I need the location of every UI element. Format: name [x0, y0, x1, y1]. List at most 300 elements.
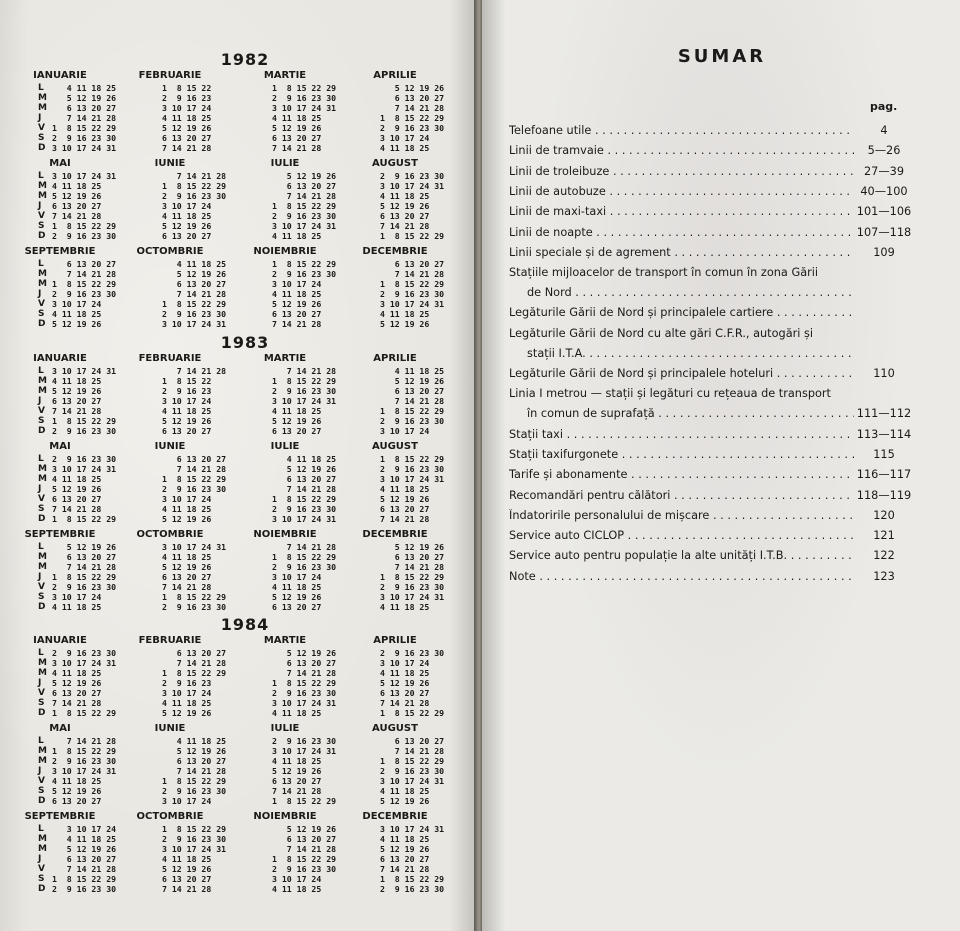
month-name: IUNIE — [154, 158, 186, 169]
month-name: DECEMBRIE — [362, 811, 428, 822]
month-day-grid — [162, 259, 226, 329]
weekday-letters — [38, 366, 50, 436]
week-row: 7 14 21 28 — [162, 658, 227, 668]
weekday-letter: L — [38, 542, 44, 552]
toc-entry-title: Linii de troleibuze . . . — [509, 165, 854, 178]
weekday-letter: D — [38, 426, 46, 436]
weekday-letter: L — [38, 259, 44, 269]
month-name: FEBRUARIE — [138, 353, 202, 364]
week-row: 3 10 17 24 — [380, 658, 430, 668]
toc-entry-continuation-row — [509, 286, 939, 306]
week-row: 1 8 15 22 29 — [52, 123, 117, 133]
week-row: 7 14 21 28 — [380, 562, 445, 572]
week-row: 6 13 20 27 — [272, 602, 322, 612]
week-row: 1 8 15 22 29 — [162, 181, 227, 191]
week-row: 6 13 20 27 — [162, 874, 212, 884]
toc-entry-page: 5—26 — [867, 144, 901, 158]
week-row: 2 9 16 23 30 — [52, 426, 117, 436]
month-name: FEBRUARIE — [138, 635, 202, 646]
month-name: MARTIE — [263, 353, 307, 364]
week-row: 2 9 16 23 30 — [272, 562, 337, 572]
week-row: 1 8 15 22 29 — [52, 279, 117, 289]
week-row: 6 13 20 27 — [52, 552, 117, 562]
week-row: 3 10 17 24 31 — [52, 143, 117, 153]
week-row: 1 8 15 22 — [162, 83, 212, 93]
week-row: 5 12 19 26 — [162, 562, 212, 572]
toc-entry-page: 123 — [873, 569, 895, 583]
toc-entry-title: Legăturile Gării de Nord și principalele hoteluri . . . — [509, 367, 854, 380]
week-row: 3 10 17 24 — [380, 426, 430, 436]
month-day-grid — [52, 83, 116, 153]
week-row: 4 11 18 25 — [162, 211, 212, 221]
week-row: 6 13 20 27 — [272, 658, 337, 668]
weekday-letter: M — [38, 834, 47, 844]
week-row: 2 9 16 23 30 — [162, 834, 227, 844]
week-row: 3 10 17 24 — [272, 874, 322, 884]
toc-entry-continuation: stații I.T.A. . . . — [527, 347, 854, 360]
month-day-grid — [52, 171, 116, 241]
week-row: 4 11 18 25 — [52, 309, 102, 319]
week-row: 7 14 21 28 — [162, 582, 212, 592]
month-day-grid — [380, 824, 444, 894]
toc-entry-title: Legăturile Gării de Nord și principalele cartiere . . . — [509, 306, 854, 319]
month-name: MARTIE — [263, 635, 307, 646]
weekday-letter: V — [38, 123, 45, 133]
week-row: 1 8 15 22 29 — [272, 854, 337, 864]
week-row: 5 12 19 26 — [380, 376, 445, 386]
week-row: 3 10 17 24 — [272, 279, 322, 289]
week-row: 7 14 21 28 — [380, 103, 445, 113]
weekday-letter: M — [38, 279, 47, 289]
week-row: 7 14 21 28 — [162, 289, 227, 299]
month-day-grid — [272, 259, 336, 329]
week-row: 2 9 16 23 30 — [380, 648, 445, 658]
week-row: 4 11 18 25 — [380, 602, 430, 612]
weekday-letter: L — [38, 824, 44, 834]
month-name: DECEMBRIE — [362, 529, 428, 540]
week-row: 1 8 15 22 29 — [162, 299, 227, 309]
week-row: 2 9 16 23 30 — [272, 269, 337, 279]
week-row: 4 11 18 25 — [162, 854, 212, 864]
month-day-grid — [380, 259, 444, 329]
month-day-grid — [52, 736, 116, 806]
month-name: SEPTEMBRIE — [24, 529, 96, 540]
weekday-letter: D — [38, 796, 46, 806]
week-row: 4 11 18 25 — [272, 756, 322, 766]
week-row: 5 12 19 26 — [52, 386, 102, 396]
weekday-letter: D — [38, 884, 46, 894]
month-day-grid — [162, 824, 226, 894]
week-row: 3 10 17 24 31 — [52, 658, 117, 668]
week-row: 4 11 18 25 — [380, 834, 430, 844]
week-row: 3 10 17 24 31 — [380, 474, 445, 484]
toc-entry-title: Stațiile mijloacelor de transport în comun în zona Gării — [509, 266, 819, 280]
week-row: 5 12 19 26 — [162, 269, 227, 279]
toc-entry-title: Service auto CICLOP . . . — [509, 529, 854, 542]
weekday-letter: S — [38, 416, 45, 426]
week-row: 4 11 18 25 — [162, 113, 212, 123]
month-day-grid — [162, 454, 226, 524]
week-row: 7 14 21 28 — [380, 269, 445, 279]
week-row: 1 8 15 22 29 — [380, 756, 445, 766]
week-row: 3 10 17 24 — [272, 572, 322, 582]
week-row: 7 14 21 28 — [272, 786, 322, 796]
month-day-grid — [162, 171, 226, 241]
week-row: 6 13 20 27 — [380, 504, 430, 514]
week-row: 7 14 21 28 — [272, 191, 337, 201]
week-row: 5 12 19 26 — [272, 416, 322, 426]
week-row: 3 10 17 24 — [162, 103, 212, 113]
month-day-grid — [52, 648, 116, 718]
toc-entry-page: 118—119 — [856, 488, 912, 502]
week-row: 4 11 18 25 — [272, 582, 322, 592]
weekday-letter: J — [38, 201, 42, 211]
week-row: 3 10 17 24 31 — [272, 103, 337, 113]
weekday-letter: L — [38, 366, 44, 376]
month-name: MAI — [49, 158, 71, 169]
weekday-letter: J — [38, 678, 42, 688]
week-row: 5 12 19 26 — [272, 824, 337, 834]
month-day-grid — [272, 454, 336, 524]
week-row: 3 10 17 24 31 — [272, 746, 337, 756]
toc-entry-title: Telefoane utile . . . — [509, 124, 854, 137]
week-row: 4 11 18 25 — [272, 406, 322, 416]
week-row: 6 13 20 27 — [380, 211, 430, 221]
week-row: 4 11 18 25 — [272, 289, 322, 299]
week-row: 1 8 15 22 29 — [162, 592, 227, 602]
week-row: 2 9 16 23 30 — [162, 191, 227, 201]
week-row: 5 12 19 26 — [52, 542, 117, 552]
month-name: FEBRUARIE — [138, 70, 202, 81]
week-row: 3 10 17 24 31 — [162, 844, 227, 854]
weekday-letter: V — [38, 299, 45, 309]
week-row: 7 14 21 28 — [380, 221, 430, 231]
weekday-letters — [38, 454, 50, 524]
toc-entry — [509, 428, 939, 448]
week-row: 2 9 16 23 30 — [162, 602, 227, 612]
toc-entry-continuation: în comun de suprafață . . . — [527, 407, 854, 420]
week-row: 2 9 16 23 30 — [380, 766, 445, 776]
weekday-letter: D — [38, 514, 46, 524]
toc-entry — [509, 529, 939, 549]
toc-entry — [509, 509, 939, 529]
year-title: 1983 — [220, 333, 270, 352]
week-row: 6 13 20 27 — [52, 494, 102, 504]
week-row: 6 13 20 27 — [380, 259, 445, 269]
toc-entry-page: 113—114 — [856, 427, 912, 441]
week-row: 1 8 15 22 29 — [162, 776, 227, 786]
week-row: 5 12 19 26 — [162, 746, 227, 756]
toc-entry — [509, 165, 939, 185]
week-row: 1 8 15 22 29 — [52, 416, 117, 426]
week-row: 5 12 19 26 — [162, 708, 212, 718]
month-name: APRILIE — [373, 70, 417, 81]
week-row: 3 10 17 24 — [52, 592, 102, 602]
month-day-grid — [162, 736, 226, 806]
weekday-letters — [38, 824, 50, 894]
weekday-letter: L — [38, 736, 44, 746]
week-row: 5 12 19 26 — [52, 93, 117, 103]
month-day-grid — [272, 366, 336, 436]
week-row: 4 11 18 25 — [52, 834, 117, 844]
week-row: 7 14 21 28 — [162, 143, 212, 153]
month-day-grid — [272, 736, 336, 806]
weekday-letter: D — [38, 708, 46, 718]
week-row: 2 9 16 23 30 — [272, 736, 337, 746]
week-row: 6 13 20 27 — [52, 688, 102, 698]
week-row: 1 8 15 22 29 — [380, 874, 445, 884]
year-title: 1984 — [220, 615, 270, 634]
week-row: 2 9 16 23 30 — [380, 289, 445, 299]
weekday-letter: V — [38, 406, 45, 416]
week-row: 6 13 20 27 — [272, 426, 322, 436]
week-row: 3 10 17 24 31 — [272, 698, 337, 708]
weekday-letter: J — [38, 484, 42, 494]
week-row: 3 10 17 24 31 — [380, 824, 445, 834]
week-row: 3 10 17 24 — [162, 396, 212, 406]
week-row: 1 8 15 22 29 — [380, 231, 445, 241]
weekday-letter: V — [38, 211, 45, 221]
weekday-letter: M — [38, 474, 47, 484]
weekday-letters — [38, 736, 50, 806]
week-row: 6 13 20 27 — [162, 454, 227, 464]
week-row: 7 14 21 28 — [380, 746, 445, 756]
summary-title: SUMAR — [677, 46, 767, 67]
weekday-letter: M — [38, 746, 47, 756]
week-row: 3 10 17 24 31 — [380, 776, 445, 786]
toc-entry-title: Linii de autobuze . . . — [509, 185, 854, 198]
month-day-grid — [380, 542, 444, 612]
weekday-letter: M — [38, 181, 47, 191]
toc-entry-page: 107—118 — [856, 225, 912, 239]
toc-entry-title: Îndatoririle personalului de mișcare . . . — [509, 509, 854, 522]
toc-entry-page: 115 — [873, 447, 895, 461]
toc-entry — [509, 306, 939, 326]
week-row: 1 8 15 22 29 — [52, 221, 117, 231]
week-row: 6 13 20 27 — [162, 133, 212, 143]
week-row: 2 9 16 23 — [162, 678, 212, 688]
week-row: 7 14 21 28 — [162, 766, 227, 776]
month-name: MAI — [49, 723, 71, 734]
week-row: 7 14 21 28 — [52, 504, 102, 514]
weekday-letter: J — [38, 289, 42, 299]
weekday-letter: L — [38, 83, 44, 93]
month-name: NOIEMBRIE — [253, 246, 317, 257]
week-row: 5 12 19 26 — [52, 844, 117, 854]
week-row: 5 12 19 26 — [380, 201, 430, 211]
week-row: 6 13 20 27 — [52, 396, 102, 406]
toc-entry — [509, 327, 939, 347]
month-day-grid — [380, 366, 444, 436]
week-row: 7 14 21 28 — [162, 171, 227, 181]
week-row: 3 10 17 24 31 — [380, 592, 445, 602]
week-row: 2 9 16 23 30 — [162, 484, 227, 494]
toc-entry-page: 111—112 — [856, 407, 912, 421]
weekday-letter: M — [38, 191, 47, 201]
week-row: 7 14 21 28 — [52, 562, 117, 572]
toc-entry-title: Linii de noapte . . . — [509, 226, 854, 239]
week-row: 4 11 18 25 — [52, 376, 102, 386]
toc-entry-title: Stații taxifurgonete . . . — [509, 448, 854, 461]
year-title: 1982 — [220, 50, 270, 69]
week-row: 1 8 15 22 29 — [272, 376, 337, 386]
week-row: 7 14 21 28 — [52, 406, 102, 416]
week-row: 7 14 21 28 — [52, 698, 102, 708]
week-row: 1 8 15 22 29 — [272, 678, 337, 688]
week-row: 4 11 18 25 — [162, 259, 227, 269]
toc-entry-title: Service auto pentru populație la alte unități I.T.B. . . . — [509, 549, 854, 562]
month-name: IULIE — [270, 158, 300, 169]
week-row: 1 8 15 22 29 — [272, 796, 337, 806]
toc-entry — [509, 367, 939, 387]
weekday-letter: M — [38, 386, 47, 396]
week-row: 4 11 18 25 — [52, 83, 117, 93]
weekday-letter: M — [38, 668, 47, 678]
week-row: 6 13 20 27 — [52, 103, 117, 113]
toc-entry-page: 27—39 — [863, 164, 905, 178]
week-row: 5 12 19 26 — [162, 221, 212, 231]
month-name: IANUARIE — [33, 635, 87, 646]
week-row: 1 8 15 22 29 — [380, 454, 445, 464]
week-row: 2 9 16 23 30 — [52, 582, 117, 592]
weekday-letter: V — [38, 582, 45, 592]
week-row: 1 8 15 22 29 — [52, 708, 117, 718]
week-row: 2 9 16 23 30 — [380, 123, 445, 133]
weekday-letter: L — [38, 648, 44, 658]
weekday-letter: S — [38, 309, 45, 319]
week-row: 2 9 16 23 30 — [272, 93, 337, 103]
weekday-letter: D — [38, 319, 46, 329]
week-row: 1 8 15 22 29 — [162, 668, 227, 678]
week-row: 5 12 19 26 — [272, 592, 322, 602]
weekday-letter: S — [38, 504, 45, 514]
week-row: 7 14 21 28 — [52, 211, 102, 221]
weekday-letter: S — [38, 221, 45, 231]
week-row: 7 14 21 28 — [380, 396, 445, 406]
week-row: 7 14 21 28 — [52, 864, 117, 874]
month-name: IUNIE — [154, 441, 186, 452]
week-row: 3 10 17 24 — [162, 494, 212, 504]
week-row: 5 12 19 26 — [380, 542, 445, 552]
week-row: 1 8 15 22 29 — [380, 708, 445, 718]
weekday-letter: M — [38, 844, 47, 854]
week-row: 5 12 19 26 — [52, 484, 102, 494]
week-row: 5 12 19 26 — [380, 83, 445, 93]
weekday-letter: J — [38, 572, 42, 582]
month-name: IANUARIE — [33, 353, 87, 364]
month-name: OCTOMBRIE — [136, 811, 204, 822]
week-row: 7 14 21 28 — [272, 844, 337, 854]
week-row: 1 8 15 22 29 — [272, 83, 337, 93]
week-row: 7 14 21 28 — [380, 514, 430, 524]
toc-entry-title: Linii de maxi-taxi . . . — [509, 205, 854, 218]
weekday-letter: V — [38, 864, 45, 874]
toc-entry-title: Linii speciale și de agrement . . . — [509, 246, 854, 259]
toc-entry-continuation: de Nord . . . — [527, 286, 854, 299]
month-day-grid — [52, 366, 116, 436]
week-row: 6 13 20 27 — [162, 231, 212, 241]
week-row: 4 11 18 25 — [272, 708, 322, 718]
week-row: 3 10 17 24 31 — [272, 221, 337, 231]
week-row: 2 9 16 23 30 — [380, 464, 445, 474]
week-row: 3 10 17 24 31 — [162, 319, 227, 329]
week-row: 6 13 20 27 — [272, 309, 322, 319]
month-day-grid — [272, 83, 336, 153]
month-name: OCTOMBRIE — [136, 246, 204, 257]
weekday-letter: V — [38, 776, 45, 786]
week-row: 1 8 15 22 29 — [380, 113, 445, 123]
week-row: 1 8 15 22 29 — [380, 279, 445, 289]
toc-entry-title: Note . . . — [509, 570, 854, 583]
week-row: 3 10 17 24 — [162, 796, 212, 806]
month-day-grid — [380, 736, 444, 806]
week-row: 1 8 15 22 29 — [162, 824, 227, 834]
week-row: 4 11 18 25 — [52, 668, 102, 678]
week-row: 1 8 15 22 29 — [272, 201, 337, 211]
week-row: 1 8 15 22 29 — [52, 514, 117, 524]
week-row: 3 10 17 24 — [380, 133, 430, 143]
week-row: 6 13 20 27 — [272, 181, 337, 191]
toc-entry-continuation-row — [509, 407, 939, 427]
week-row: 6 13 20 27 — [52, 201, 102, 211]
week-row: 2 9 16 23 30 — [52, 756, 117, 766]
week-row: 2 9 16 23 30 — [272, 386, 337, 396]
weekday-letters — [38, 542, 50, 612]
weekday-letter: J — [38, 766, 42, 776]
week-row: 5 12 19 26 — [380, 678, 430, 688]
month-day-grid — [52, 259, 116, 329]
toc-entry — [509, 489, 939, 509]
week-row: 6 13 20 27 — [272, 133, 322, 143]
week-row: 2 9 16 23 30 — [52, 231, 117, 241]
week-row: 2 9 16 23 30 — [272, 211, 337, 221]
month-day-grid — [52, 542, 116, 612]
week-row: 6 13 20 27 — [52, 796, 102, 806]
week-row: 7 14 21 28 — [272, 366, 337, 376]
toc-entry-page: 116—117 — [856, 468, 912, 482]
toc-entry-page: 122 — [873, 549, 895, 563]
week-row: 2 9 16 23 30 — [52, 133, 117, 143]
week-row: 2 9 16 23 30 — [52, 289, 117, 299]
week-row: 4 11 18 25 — [52, 602, 102, 612]
weekday-letter: J — [38, 396, 42, 406]
weekday-letter: S — [38, 698, 45, 708]
week-row: 7 14 21 28 — [162, 884, 212, 894]
toc-entry — [509, 570, 939, 590]
week-row: 7 14 21 28 — [272, 484, 337, 494]
week-row: 3 10 17 24 31 — [380, 299, 445, 309]
month-name: AUGUST — [372, 441, 418, 452]
week-row: 4 11 18 25 — [52, 474, 102, 484]
toc-entry — [509, 185, 939, 205]
week-row: 6 13 20 27 — [380, 552, 445, 562]
toc-entry-page: 101—106 — [856, 205, 912, 219]
week-row: 5 12 19 26 — [162, 123, 212, 133]
week-row: 1 8 15 22 29 — [272, 552, 337, 562]
weekday-letter: M — [38, 464, 47, 474]
week-row: 3 10 17 24 31 — [52, 766, 117, 776]
month-day-grid — [272, 171, 336, 241]
week-row: 6 13 20 27 — [380, 854, 430, 864]
month-name: IULIE — [270, 723, 300, 734]
week-row: 4 11 18 25 — [162, 736, 227, 746]
week-row: 1 8 15 22 29 — [272, 494, 337, 504]
weekday-letter: S — [38, 592, 45, 602]
week-row: 4 11 18 25 — [162, 552, 212, 562]
week-row: 5 12 19 26 — [272, 464, 337, 474]
weekday-letter: J — [38, 113, 42, 123]
week-row: 1 8 15 22 29 — [52, 572, 117, 582]
